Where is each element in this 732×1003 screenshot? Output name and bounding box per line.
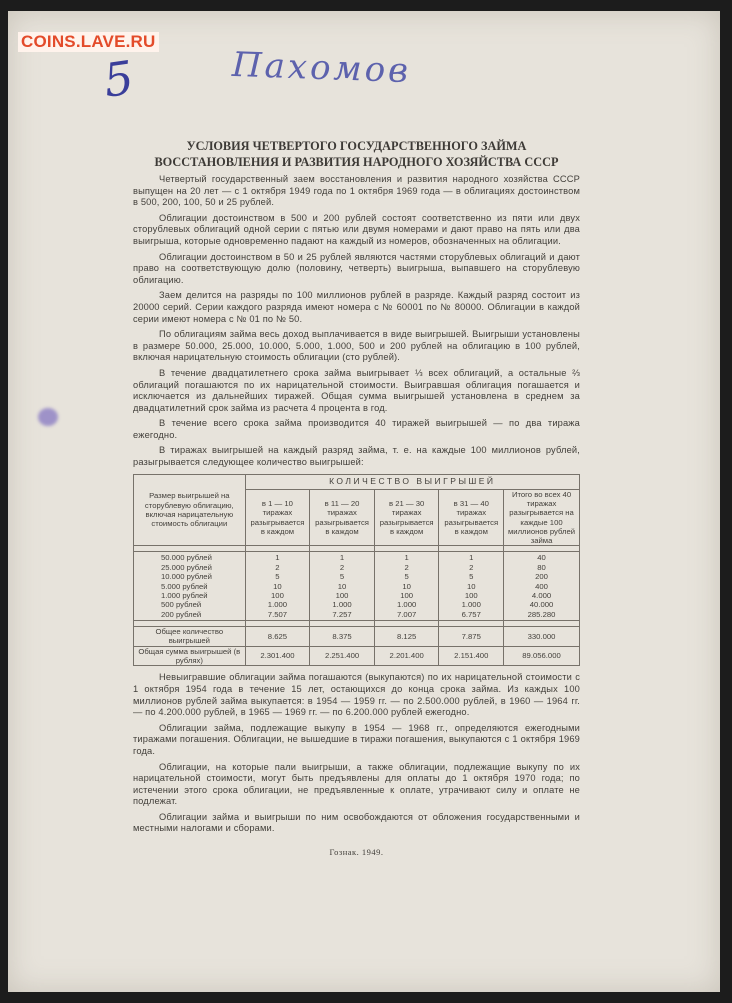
count-cell: 5 <box>404 572 409 582</box>
count-cell: 1 <box>339 553 345 563</box>
count-cell: 40 <box>537 553 546 563</box>
count-cell: 2 <box>339 562 345 572</box>
count-cell: 1 <box>404 553 409 563</box>
total-sum-cell: 2.151.400 <box>439 646 504 666</box>
total-sum-cell: 89.056.000 <box>504 646 580 666</box>
total-sum-cell: 2.201.400 <box>374 646 439 666</box>
denomination: 10.000 рублей <box>161 572 212 582</box>
total-count-label: Общее количество выигрышей <box>134 627 246 647</box>
paragraph: Невыигравшие облигации займа погашаются (выкупаются) по их нарицательной стоимости с 1 октября 1954 года в течение 15 лет, остающихся до конца срока займа. Из каждых 100 миллионов рублей займа выкупается: в 1954 — 1959 гг. — по 2.500.000 рублей, в 1960 — 1964 гг. — по 4.200.000 рублей, в 1965 — 1969 гг. — по 6.200.000 рублей ежегодно. <box>133 672 580 718</box>
count-cell: 5 <box>339 572 345 582</box>
winnings-table <box>133 474 580 667</box>
paragraph: Четвертый государственный заем восстановления и развития народного хозяйства СССР выпущен на 20 лет — с 1 октября 1949 года по 1 октября 1969 года — в облигациях достоинством в 500, 200, 100, 50 и 25 рублей. <box>133 174 580 208</box>
total-sum-label: Общая сумма выигрышей (в рублях) <box>134 646 246 666</box>
count-cell: 1.000 <box>267 600 288 610</box>
loan-conditions-text <box>133 138 580 857</box>
title-line-1: УСЛОВИЯ ЧЕТВЕРТОГО ГОСУДАРСТВЕННОГО ЗАЙМА <box>186 139 527 153</box>
total-sum-row <box>134 646 580 666</box>
paragraph: Облигации, на которые пали выигрыши, а также облигации, подлежащие выкупу по их нарицательной стоимости, могут быть предъявлены для оплаты до 1 октября 1970 года; по истечении этого срока облигации, не предъявленные к оплате, утрачивают силу и оплате не подлежат. <box>133 761 580 807</box>
draw-range-text: тиражах разыгрывается в каждом <box>379 508 434 536</box>
count-cell: 10 <box>337 581 347 591</box>
total-sum-cell: 2.251.400 <box>310 646 375 666</box>
document-title <box>133 138 580 170</box>
paragraph: По облигациям займа весь доход выплачивается в виде выигрышей. Выигрыши установлены в размере 50.000, 25.000, 10.000, 5.000, 1.000, 500 и 200 рублей на облигацию в 100 рублей, включая нарицательную стоимость облигации (сто рублей). <box>133 329 580 363</box>
count-cell: 2 <box>275 562 280 572</box>
count-cell: 200 <box>535 572 548 582</box>
printer-mark: Гознак. 1949. <box>329 847 384 858</box>
count-cell: 100 <box>400 591 414 600</box>
draw-range: в 21 — 30 <box>389 498 425 508</box>
denomination: 200 рублей <box>161 609 202 619</box>
total-count-row <box>134 627 580 647</box>
count-cell: 1.000 <box>461 600 481 610</box>
count-column <box>245 552 310 621</box>
count-cell: 6.757 <box>461 609 481 619</box>
ink-stain <box>38 408 58 426</box>
table-header-total: Итого во всех 40 тиражах разыгрывается на каждые 100 миллионов рублей займа <box>504 489 580 546</box>
total-count-cell: 8.125 <box>374 627 439 647</box>
count-cell: 1 <box>469 553 474 563</box>
count-cell: 10 <box>273 581 282 591</box>
watermark-logo: COINS.LAVE.RU <box>18 32 159 52</box>
denomination: 25.000 рублей <box>161 562 212 572</box>
paragraph: Заем делится на разряды по 100 миллионов рублей в разряде. Каждый разряд состоит из 20000 серий. Серии каждого разряда имеют номера с № 60001 по № 80000. Облигации в каждой серии имеют номера с № 01 по № 50. <box>133 290 580 324</box>
paragraph: Облигации достоинством в 500 и 200 рублей состоят соответственно из пяти или двух сторублевых облигаций одной серии с пятью или двумя номерами и дают право на пять или два выигрыша, которые одновременно падают на каждый из номеров, обозначенных на облигации. <box>133 212 580 246</box>
count-cell: 7.507 <box>267 609 288 619</box>
draw-range-text: тиражах разыгрывается в каждом <box>444 508 499 536</box>
count-cell: 10 <box>466 581 476 591</box>
total-count-cell: 330.000 <box>504 627 580 647</box>
count-cell: 5 <box>469 572 474 582</box>
denominations-cell <box>134 552 246 621</box>
paragraph: Облигации достоинством в 50 и 25 рублей являются частями сторублевых облигаций и дают право на соответствующую долю (половину, четверть) выигрыша, выпавшего на сторублевую облигацию. <box>133 251 580 285</box>
count-cell: 5 <box>275 572 280 582</box>
count-cell: 1 <box>275 553 280 563</box>
denomination: 5.000 рублей <box>161 581 208 591</box>
count-cell: 7.257 <box>332 609 352 619</box>
total-count-cell: 8.375 <box>310 627 375 647</box>
count-cell: 400 <box>535 581 548 591</box>
count-cell: 40.000 <box>529 600 554 610</box>
total-count-cell: 8.625 <box>245 627 310 647</box>
count-cell: 2 <box>469 562 474 572</box>
paragraph: Облигации займа и выигрыши по ним освобождаются от обложения государственными и местными налогами и сборами. <box>133 811 580 834</box>
draw-range-text: тиражах разыгрывается в каждом <box>250 508 305 536</box>
table-subheader <box>374 489 439 546</box>
count-cell: 4.000 <box>531 591 552 600</box>
count-cell: 285.280 <box>527 609 556 619</box>
count-cell: 100 <box>464 591 478 600</box>
table-subheader <box>310 489 375 546</box>
paragraph: В тиражах выигрышей на каждый разряд займа, т. е. на каждые 100 миллионов рублей, разыгрывается следующее количество выигрышей: <box>133 445 580 468</box>
paragraph: В течение всего срока займа производится 40 тиражей выигрышей — по два тиража ежегодно. <box>133 418 580 440</box>
count-cell: 80 <box>537 562 546 572</box>
denomination: 50.000 рублей <box>161 553 212 563</box>
count-cell: 1.000 <box>332 600 352 610</box>
count-column <box>439 552 504 621</box>
denomination: 1.000 рублей <box>161 591 208 600</box>
count-cell: 7.007 <box>397 609 417 619</box>
table-subheader <box>439 489 504 546</box>
table-body-row <box>134 552 580 621</box>
draw-range-text: тиражах разыгрывается в каждом <box>315 508 369 536</box>
handwritten-name: Пахомов <box>231 44 412 92</box>
paragraph: В течение двадцатилетнего срока займа выигрывает ⅓ всех облигаций, а остальные ⅔ облигаций погашаются по их нарицательной стоимости. Выигравшая облигация погашается и исключается из дальнейших тиражей. Общая сумма выигрышей установлена в среднем за двадцатилетний срок займа из расчета 4 процента в год. <box>133 367 580 413</box>
title-line-2: ВОССТАНОВЛЕНИЯ И РАЗВИТИЯ НАРОДНОГО ХОЗЯЙСТВА СССР <box>154 155 559 169</box>
count-column <box>374 552 439 621</box>
count-cell: 10 <box>402 581 411 591</box>
table-header-count: КОЛИЧЕСТВО ВЫИГРЫШЕЙ <box>245 474 579 489</box>
count-column <box>310 552 375 621</box>
draw-range: в 31 — 40 <box>453 498 489 508</box>
count-cell: 1.000 <box>397 600 417 610</box>
total-count-cell: 7.875 <box>439 627 504 647</box>
draw-range: в 1 — 10 <box>261 498 293 508</box>
total-column <box>504 552 580 621</box>
table-header-size: Размер выигрышей на сторублевую облигацию, включая нарицательную стоимость облигации <box>134 474 246 546</box>
total-sum-cell: 2.301.400 <box>245 646 310 666</box>
handwritten-number: 5 <box>100 50 137 108</box>
count-cell: 100 <box>271 591 284 600</box>
denomination: 500 рублей <box>161 600 202 610</box>
count-cell: 2 <box>404 562 409 572</box>
table-subheader <box>245 489 310 546</box>
count-cell: 100 <box>335 591 349 600</box>
paragraph: Облигации займа, подлежащие выкупу в 1954 — 1968 гг., определяются ежегодными тиражами погашения. Облигации, не вышедшие в тиражи погашения, выкупаются с 1 октября 1969 года. <box>133 722 580 756</box>
draw-range: в 11 — 20 <box>324 498 360 508</box>
